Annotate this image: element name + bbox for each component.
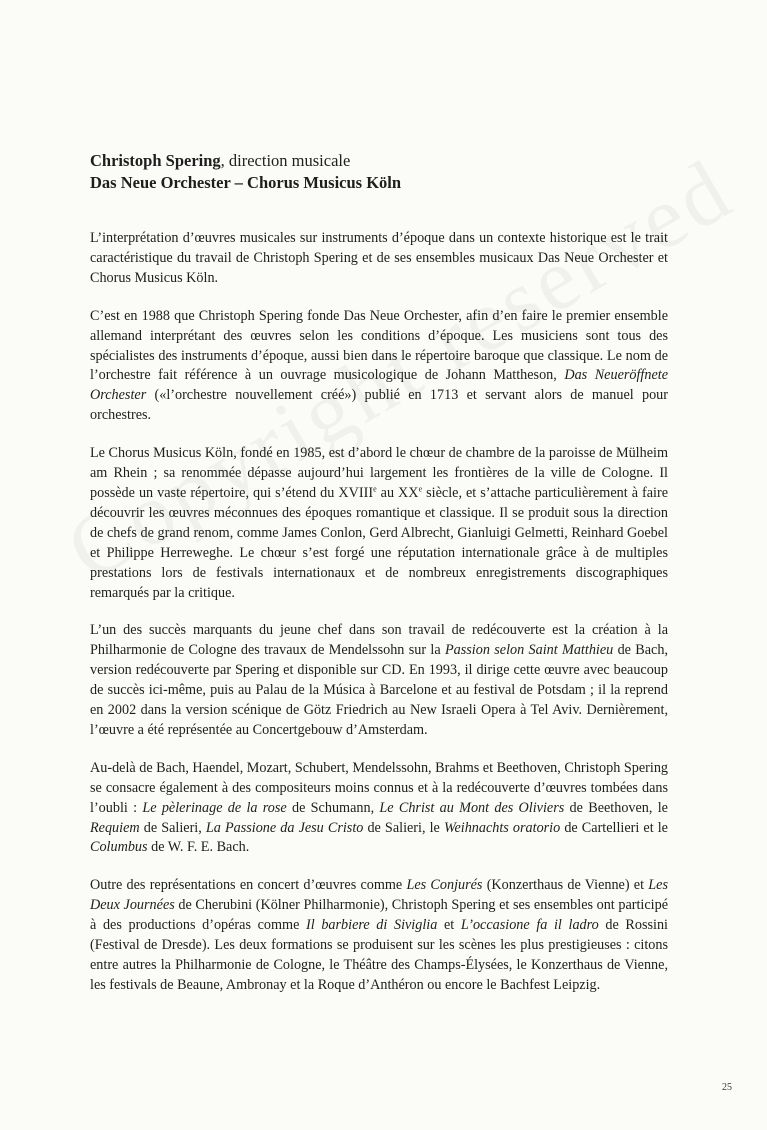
italic-title: Le pèlerinage de la rose <box>142 799 287 816</box>
italic-title: Il barbiere di Siviglia <box>306 917 438 934</box>
conductor-name: Christoph Spering <box>90 151 221 170</box>
text-run: de Salieri, <box>139 819 206 836</box>
text-run: et <box>437 917 461 934</box>
italic-title: La Passione da Jesu Cristo <box>205 819 364 836</box>
italic-title: Le Christ au Mont des Oliviers <box>379 799 565 816</box>
text-run: Le Chorus Musicus Köln, fondé en 1985, est d’abord le chœur de chambre de la paroisse de Mülheim am Rhein ; sa renommée dépasse aujourd’hui largement les frontières de la ville de Cologne. Il possède un vaste répertoire, qui s’étend du XVIII <box>90 445 668 501</box>
heading-line-ensembles <box>90 172 668 194</box>
body-text <box>90 229 668 996</box>
italic-title: Passion selon Saint Matthieu <box>444 642 614 659</box>
conductor-role: , direction musicale <box>220 151 351 170</box>
paragraph-2 <box>90 307 668 426</box>
text-run: de Rossini (Festival de Dresde). Les deux formations se produisent sur les scènes les plus prestigieuses : citons entre autres la Philharmonie de Cologne, le Théâtre des Champs-Élysées, le Konzerthaus de Vienne, les festivals de Beaune, Ambronay et la Roque d’Anthéron ou encore le Bachfest Leipzig. <box>90 917 668 993</box>
paragraph-4 <box>90 621 668 740</box>
text-run: C’est en 1988 que Christoph Spering fonde Das Neue Orchester, afin d’en faire le premier ensemble allemand interprétant des œuvres selon les conditions d’époque. Les musiciens sont tous des spécialistes des instruments d’époque, aussi bien dans le répertoire baroque que classique. Le nom de l’orchestre fait référence à un ouvrage musicologique de Johann Mattheson, <box>90 307 668 384</box>
superscript: e <box>418 484 423 494</box>
heading-line-conductor <box>90 150 668 172</box>
text-run: (Konzerthaus de Vienne) et <box>482 877 649 894</box>
text-run: Outre des représentations en concert d’œuvres comme <box>90 877 407 894</box>
italic-title: Columbus <box>90 839 148 856</box>
text-run: de Cherubini (Kölner Philharmonie), Christoph Spering et ses ensembles ont participé à des productions d’opéras comme <box>90 897 668 934</box>
page-number: 25 <box>722 1082 732 1093</box>
italic-title: L’occasione fa il ladro <box>460 917 599 934</box>
italic-title: Das Neueröffnete Orchester <box>90 367 668 404</box>
text-run: («l’orchestre nouvellement créé») publié en 1713 et servant alors de manuel pour orchestres. <box>90 387 668 424</box>
document-page <box>90 150 668 1014</box>
text-run: au XX <box>376 484 419 501</box>
text-run: de Salieri, le <box>363 819 444 836</box>
text-run: de Beethoven, le <box>564 799 668 816</box>
heading-block <box>90 150 668 194</box>
superscript: e <box>373 484 377 494</box>
paragraph-1 <box>90 229 668 289</box>
text-run: de Schumann, <box>286 799 380 816</box>
paragraph-6 <box>90 876 668 995</box>
italic-title: Requiem <box>90 819 140 836</box>
italic-title: Les Deux Journées <box>90 877 669 914</box>
italic-title: Les Conjurés <box>406 877 483 894</box>
text-run: siècle, et s’attache particulièrement à faire découvrir les œuvres méconnues des époques romantique et classique. Il se produit sous la direction de chefs de grand renom, comme James Conlon, Gerd Albrecht, Gianluigi Gelmetti, Reinhard Goebel et Philippe Herreweghe. Le chœur s’est forgé une réputation internationale grâce à de multiples prestations lors de festivals internationaux et de nombreux enregistrements discographiques remarqués par la critique. <box>90 484 668 601</box>
italic-title: Weihnachts oratorio <box>443 819 561 836</box>
text-run: L’interprétation d’œuvres musicales sur instruments d’époque dans un contexte historique est le trait caractéristique du travail de Christoph Spering et de ses ensembles musicaux Das Neue Orchester et Chorus Musicus Köln. <box>90 230 668 286</box>
text-run: de Bach, version redécouverte par Spering et disponible sur CD. En 1993, il dirige cette œuvre avec beaucoup de succès ici-même, puis au Palau de la Música à Barcelone et au festival de Potsdam ; il la reprend en 2002 dans la version scénique de Götz Friedrich au New Israeli Opera à Tel Aviv. Dernièrement, l’œuvre a été représentée au Concertgebouw d’Amsterdam. <box>90 642 668 738</box>
text-run: de Cartellieri et le <box>560 819 668 836</box>
ensembles-title: Das Neue Orchester – Chorus Musicus Köln <box>90 173 402 192</box>
text-run: Au-delà de Bach, Haendel, Mozart, Schubert, Mendelssohn, Brahms et Beethoven, Christoph Spering se consacre également à des compositeurs moins connus et à la redécouverte d’œuvres tombées dans l’oubli : <box>90 759 669 816</box>
text-run: L’un des succès marquants du jeune chef dans son travail de redécouverte est la création à la Philharmonie de Cologne des travaux de Mendelssohn sur la <box>90 622 668 659</box>
paragraph-3 <box>90 444 668 603</box>
text-run: de W. F. E. Bach. <box>147 839 250 856</box>
paragraph-5 <box>90 759 668 859</box>
